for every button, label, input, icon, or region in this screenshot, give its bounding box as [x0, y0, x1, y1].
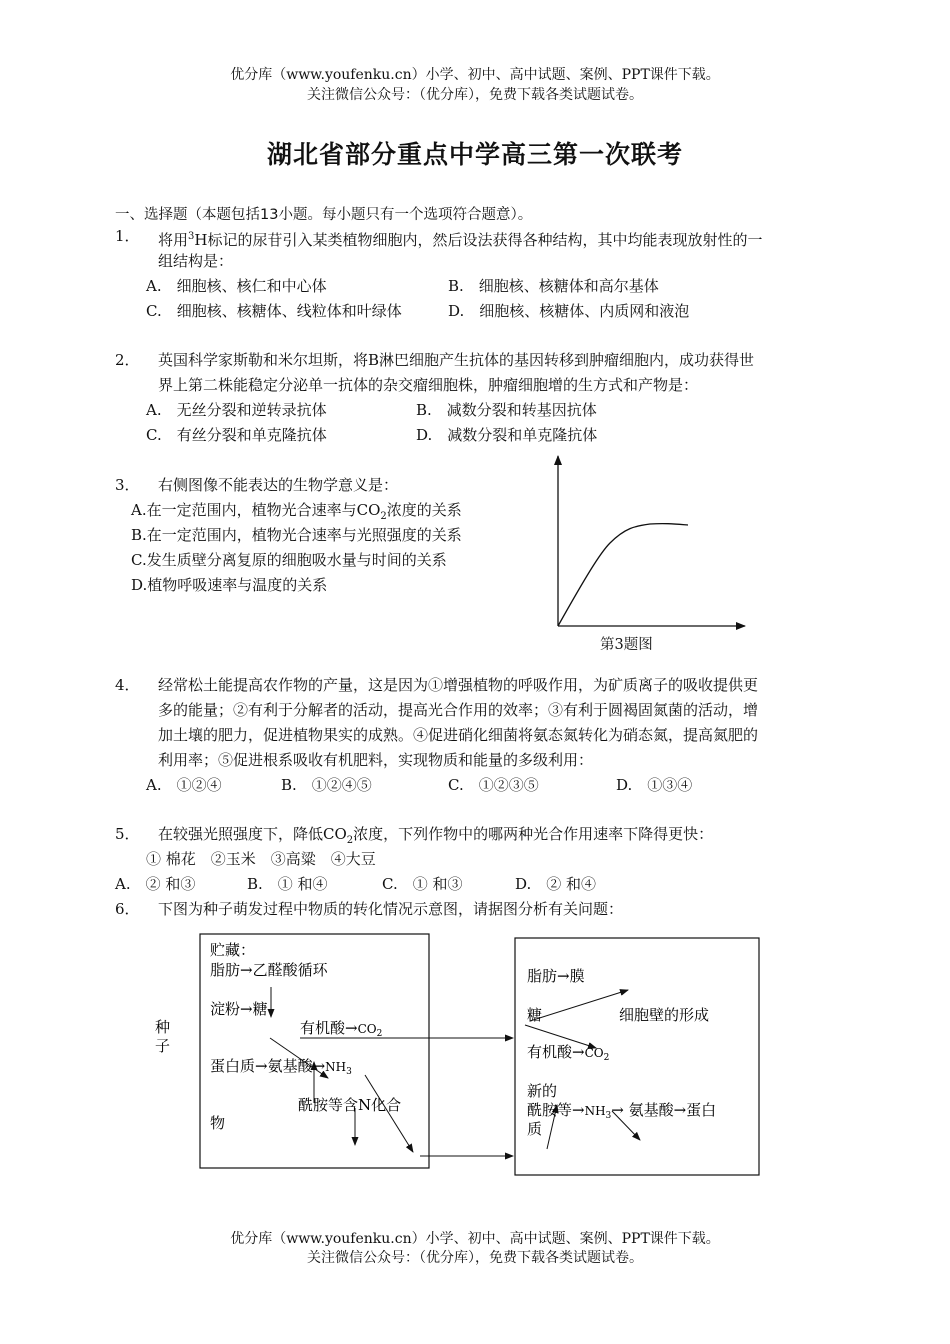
q6-seed-germination-diagram: [0, 925, 950, 1185]
q3-option-c: C.发生质壁分离复原的细胞吸水量与时间的关系: [131, 551, 447, 569]
q5-option-a: A. ② 和③: [115, 875, 196, 893]
right-organic-acid: 有机酸$\to CO_2$: [527, 1043, 610, 1063]
q3-number: 3．: [115, 476, 140, 494]
footer-line-1: 优分库（www.youfenku.cn）小学、初中、高中试题、案例、PPT课件下载。: [230, 1231, 720, 1247]
section-heading: 一、选择题（本题包括13小题。每小题只有一个选项符合题意）。: [115, 207, 533, 223]
q6-stem: 下图为种子萌发过程中物质的转化情况示意图，请据图分析有关问题：: [158, 900, 624, 918]
q5-crop-list: ① 棉花 ②玉米 ③高粱 ④大豆: [146, 850, 376, 868]
q2-number: 2．: [115, 351, 140, 369]
q1-option-a: A. 细胞核、核仁和中心体: [146, 277, 327, 295]
saturation-curve: [558, 524, 688, 626]
q5-stem: 在较强光照强度下，降低$CO_2$浓度，下列作物中的哪两种光合作用速率下降得更快：: [158, 825, 714, 846]
right-new: 新的: [527, 1082, 558, 1100]
q4-option-d: D. ①③④: [616, 776, 693, 794]
q4-option-c: C. ①②③⑤: [448, 776, 539, 794]
header-line-2: 关注微信公众号：（优分库），免费下载各类试题试卷。: [307, 87, 643, 103]
q5-option-b: B. ① 和④: [247, 875, 328, 893]
seed-label-1: 种: [155, 1018, 171, 1036]
seed-label-2: 子: [155, 1037, 171, 1055]
q2-option-c: C. 有丝分裂和单克隆抗体: [146, 426, 327, 444]
q1-stem-line-1: 将用$^3$H标记的尿苷引入某类植物细胞内，然后设法获得各种结构，其中均能表现放射性的一: [158, 231, 763, 249]
left-starch: 淀粉→糖: [210, 1000, 268, 1018]
left-protein: 蛋白质→氨基酸$\to NH_3$: [210, 1057, 352, 1077]
right-amide-line: 酰胺等$\to NH_3\to$ 氨基酸→蛋白: [527, 1101, 717, 1121]
page-title: 湖北省部分重点中学高三第一次联考: [266, 140, 683, 169]
right-sugar: 糖: [527, 1006, 543, 1024]
q2-option-d: D. 减数分裂和单克隆抗体: [416, 426, 598, 444]
q3-option-b: B.在一定范围内，植物光合速率与光照强度的关系: [131, 526, 462, 544]
q2-stem-line-2: 界上第二株能稳定分泌单一抗体的杂交瘤细胞株，肿瘤细胞增的生方式和产物是：: [158, 376, 699, 394]
left-amide-2: 物: [210, 1114, 226, 1132]
q2-stem-line-1: 英国科学家斯勒和米尔坦斯，将B淋巴细胞产生抗体的基因转移到肿瘤细胞内，成功获得世: [158, 351, 755, 369]
q4-option-b: B. ①②④⑤: [281, 776, 372, 794]
right-protein-end: 质: [527, 1120, 543, 1138]
q4-stem-line-4: 利用率；⑤促进根系吸收有机肥料，实现物质和能量的多级利用：: [158, 751, 594, 769]
q3-figure-caption: 第3题图: [600, 637, 653, 653]
q5-option-d: D. ② 和④: [515, 875, 597, 893]
left-organic-acid: 有机酸$\to CO_2$: [300, 1019, 383, 1039]
right-fat-membrane: 脂肪→膜: [527, 967, 585, 985]
q1-option-d: D. 细胞核、核糖体、内质网和液泡: [448, 302, 690, 320]
q2-option-a: A. 无丝分裂和逆转录抗体: [146, 401, 327, 419]
q1-stem-line-2: 组结构是：: [158, 252, 234, 270]
q1-number: 1．: [115, 227, 140, 245]
q2-option-b: B. 减数分裂和转基因抗体: [416, 401, 597, 419]
arrow-sugar-up: [530, 990, 628, 1021]
q3-curve-figure: [545, 448, 755, 633]
header-line-1: 优分库（www.youfenku.cn）小学、初中、高中试题、案例、PPT课件下载。: [230, 67, 720, 83]
left-amide-1: 酰胺等含N化合: [298, 1096, 402, 1114]
q3-stem: 右侧图像不能表达的生物学意义是：: [158, 476, 399, 494]
q4-stem-line-1: 经常松土能提高农作物的产量，这是因为①增强植物的呼吸作用，为矿质离子的吸收提供更: [158, 676, 759, 694]
q3-option-d: D.植物呼吸速率与温度的关系: [131, 576, 328, 594]
footer-line-2: 关注微信公众号：（优分库），免费下载各类试题试卷。: [307, 1250, 643, 1266]
q3-option-a: A.在一定范围内，植物光合速率与$CO_2$浓度的关系: [131, 501, 462, 522]
q5-option-c: C. ① 和③: [382, 875, 463, 893]
right-cell-wall: 细胞壁的形成: [619, 1006, 710, 1024]
q5-number: 5．: [115, 825, 140, 843]
q4-number: 4．: [115, 676, 140, 694]
q4-option-a: A. ①②④: [146, 776, 222, 794]
q1-option-b: B. 细胞核、核糖体和高尔基体: [448, 277, 659, 295]
left-fat: 脂肪→乙醛酸循环: [210, 961, 328, 979]
q4-stem-line-3: 加土壤的肥力，促进植物果实的成熟。④促进硝化细菌将氨态氮转化为硝态氮，提高氮肥的: [158, 726, 759, 744]
q4-stem-line-2: 多的能量；②有利于分解者的活动，提高光合作用的效率；③有利于圆褐固氮菌的活动，增: [158, 701, 759, 719]
q6-number: 6．: [115, 900, 140, 918]
left-storage: 贮藏：: [210, 941, 256, 959]
q1-option-c: C. 细胞核、核糖体、线粒体和叶绿体: [146, 302, 402, 320]
